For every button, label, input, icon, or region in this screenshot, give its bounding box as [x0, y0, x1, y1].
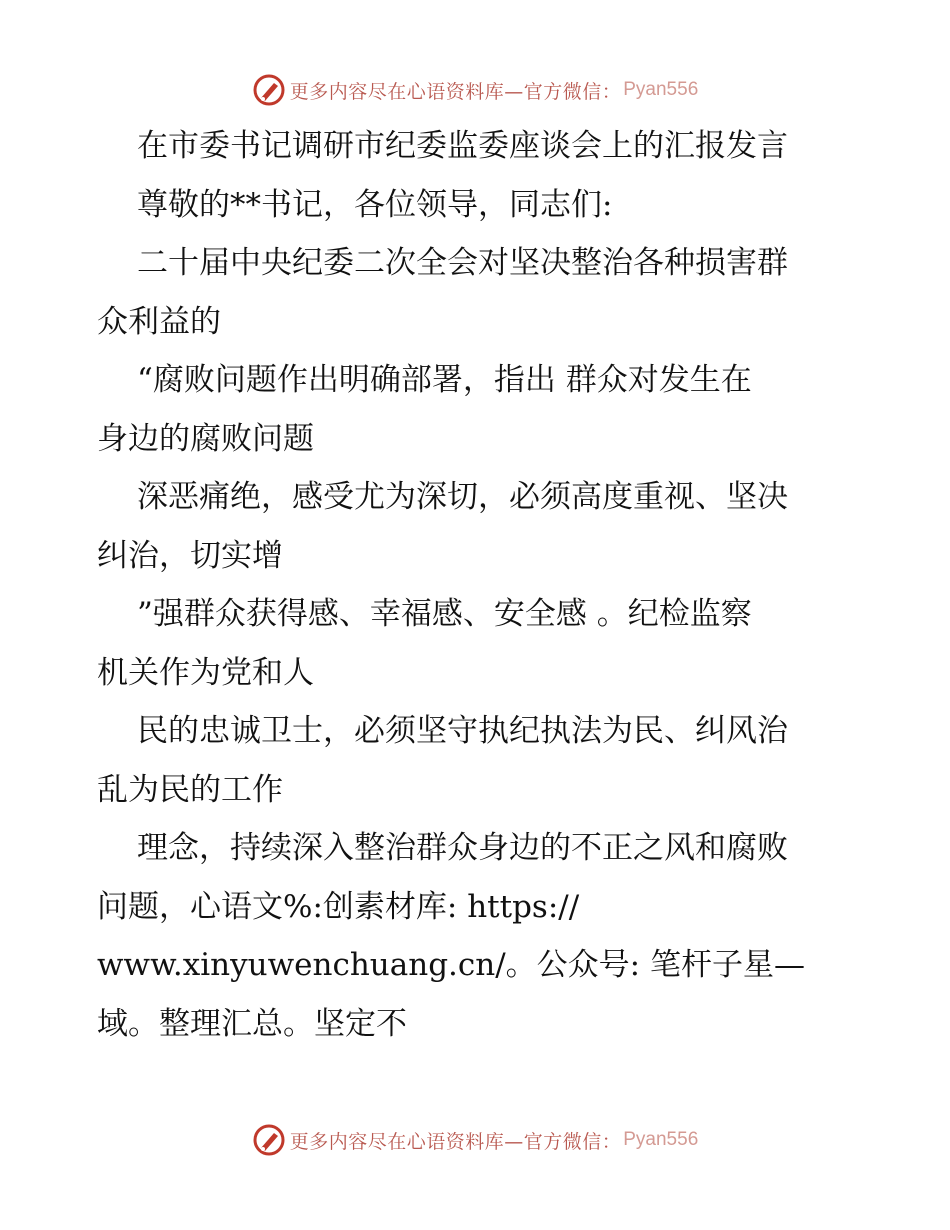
- paragraph-line: “腐败问题作出明确部署，指出 群众对发生在: [137, 362, 752, 398]
- paragraph-line: 众利益的: [97, 303, 221, 340]
- watermark-wechat-id: Pyan556: [623, 1129, 699, 1150]
- salutation: 尊敬的**书记，各位领导，同志们:: [137, 186, 613, 223]
- pen-circle-icon: [252, 1123, 286, 1157]
- paragraph-line: www.xinyuwenchuang.cn/。公众号: 笔杆子星—: [97, 947, 805, 983]
- paragraph-line: 纠治，切实增: [97, 537, 283, 574]
- paragraph-line: 机关作为党和人: [97, 654, 314, 691]
- paragraph-line: 域。整理汇总。坚定不: [97, 1005, 407, 1042]
- paragraph-line: 深恶痛绝，感受尤为深切，必须高度重视、坚决: [137, 479, 788, 515]
- paragraph-line: 民的忠诚卫士，必须坚守执纪执法为民、纠风治: [137, 713, 788, 749]
- document-title: 在市委书记调研市纪委监委座谈会上的汇报发言: [137, 128, 788, 164]
- watermark-text: 更多内容尽在心语资料库—官方微信：: [289, 1130, 622, 1153]
- pen-circle-icon: [252, 73, 286, 107]
- paragraph-line: 乱为民的工作: [97, 771, 283, 808]
- paragraph-line: ”强群众获得感、幸福感、安全感 。纪检监察: [137, 596, 752, 632]
- footer-watermark: [0, 1120, 950, 1160]
- paragraph-line: 问题，心语文%:创素材库: https://: [97, 888, 580, 925]
- document-body: [97, 117, 867, 1053]
- watermark-text: 更多内容尽在心语资料库—官方微信：: [289, 80, 622, 103]
- header-watermark: [0, 70, 950, 110]
- paragraph-line: 理念，持续深入整治群众身边的不正之风和腐败: [137, 830, 788, 866]
- paragraph-line: 二十届中央纪委二次全会对坚决整治各种损害群: [137, 245, 788, 281]
- paragraph-line: 身边的腐败问题: [97, 420, 314, 457]
- watermark-wechat-id: Pyan556: [623, 79, 699, 100]
